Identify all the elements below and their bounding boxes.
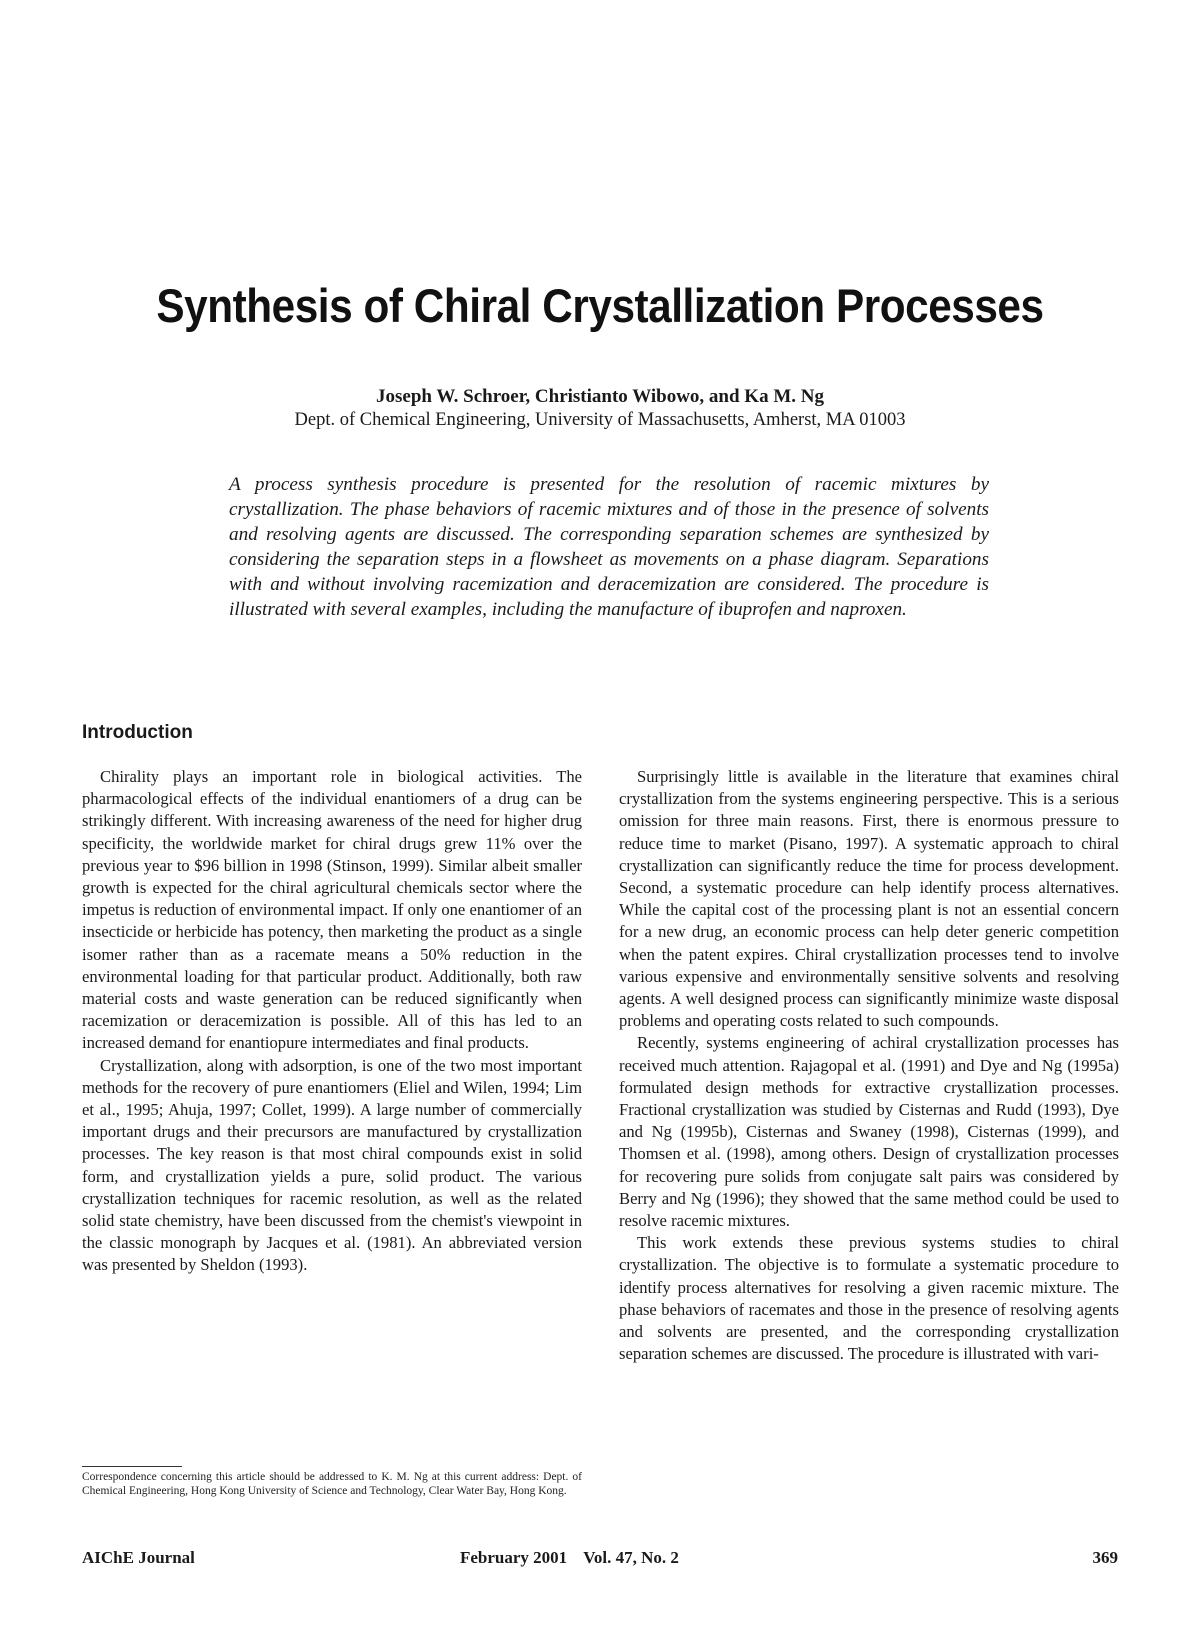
- section-heading-introduction: Introduction: [82, 722, 193, 743]
- right-column: [619, 766, 1119, 1365]
- footer-volume: Vol. 47, No. 2: [583, 1548, 679, 1567]
- abstract: A process synthesis procedure is presented for the resolution of racemic mixtures by crystallization. The phase behaviors of racemic mixtures and of those in the presence of solvents and resolving agents are discussed. The corresponding separation schemes are synthesized by considering the separation steps in a flowsheet as movements on a phase diagram. Separations with and without involving racemization and deracemization are considered. The procedure is illustrated with several examples, including the manufacture of ibuprofen and naproxen.: [229, 474, 989, 620]
- article-title: Synthesis of Chiral Crystallization Processes: [156, 279, 1044, 332]
- author-list: Joseph W. Schroer, Christianto Wibowo, and Ka M. Ng: [376, 386, 824, 407]
- left-column: [82, 766, 582, 1277]
- paragraph: Recently, systems engineering of achiral crystallization processes has received much attention. Rajagopal et al. (1991) and Dye and Ng (1995a) formulated design methods for extractive crystallization processes. Fractional crystallization was studied by Cisternas and Rudd (1993), Dye and Ng (1995b), Cisternas and Swaney (1998), Cisternas (1999), and Thomsen et al. (1998), among others. Design of crystallization processes for recovering pure solids from conjugate salt pairs was considered by Berry and Ng (1996); they showed that the same method could be used to resolve racemic mixtures.: [619, 1033, 1119, 1231]
- footnote-divider: [82, 1466, 182, 1467]
- correspondence-footnote: Correspondence concerning this article should be addressed to K. M. Ng at this current address: Dept. of Chemical Engineering, Hong Kong University of Science and Technology, Clear Water Bay, Hong Kong.: [82, 1471, 582, 1497]
- paragraph: Surprisingly little is available in the literature that examines chiral crystallization from the systems engineering perspective. This is a serious omission for three main reasons. First, there is enormous pressure to reduce time to market (Pisano, 1997). A systematic approach to chiral crystallization can significantly reduce the time for process development. Second, a systematic procedure can help identify process alternatives. While the capital cost of the processing plant is not an essential concern for a new drug, an economic process can help deter generic competition when the patent expires. Chiral crystallization processes tend to involve various expensive and environmentally sensitive solvents and resolving agents. A well designed process can significantly minimize waste disposal problems and operating costs related to such compounds.: [619, 767, 1119, 1031]
- footer-date: February 2001: [460, 1548, 568, 1567]
- footer-issue: [460, 1548, 679, 1568]
- author-affiliation: Dept. of Chemical Engineering, University of Massachusetts, Amherst, MA 01003: [294, 410, 906, 430]
- paragraph: This work extends these previous systems studies to chiral crystallization. The objective is to formulate a systematic procedure to identify process alternatives for resolving a given racemic mixture. The phase behaviors of racemates and those in the presence of resolving agents and solvents are presented, and the corresponding crystallization separation schemes are discussed. The procedure is illustrated with vari-: [619, 1233, 1119, 1364]
- paragraph: Crystallization, along with adsorption, is one of the two most important methods for the recovery of pure enantiomers (Eliel and Wilen, 1994; Lim et al., 1995; Ahuja, 1997; Collet, 1999). A large number of commercially important drugs and their precursors are manufactured by crystallization processes. The key reason is that most chiral compounds exist in solid form, and crystallization yields a pure, solid product. The various crystallization techniques for racemic resolution, as well as the related solid state chemistry, have been discussed from the chemist's viewpoint in the classic monograph by Jacques et al. (1981). An abbreviated version was presented by Sheldon (1993).: [82, 1055, 582, 1275]
- page-number: 369: [1092, 1548, 1118, 1567]
- paragraph: Chirality plays an important role in biological activities. The pharmacological effects of the individual enantiomers of a drug can be strikingly different. With increasing awareness of the need for higher drug specificity, the worldwide market for chiral drugs grew 11% over the previous year to $96 billion in 1998 (Stinson, 1999). Similar albeit smaller growth is expected for the chiral agricultural chemicals sector where the impetus is reduction of environmental impact. If only one enantiomer of an insecticide or herbicide has potency, then marketing the product as a single isomer rather than as a racemate means a 50% reduction in the environmental loading for that particular product. Additionally, both raw material costs and waste generation can be reduced significantly when racemization or deracemization is possible. All of this has led to an increased demand for enantiopure intermediates and final products.: [82, 767, 582, 1053]
- footer-journal-name: AIChE Journal: [82, 1548, 195, 1567]
